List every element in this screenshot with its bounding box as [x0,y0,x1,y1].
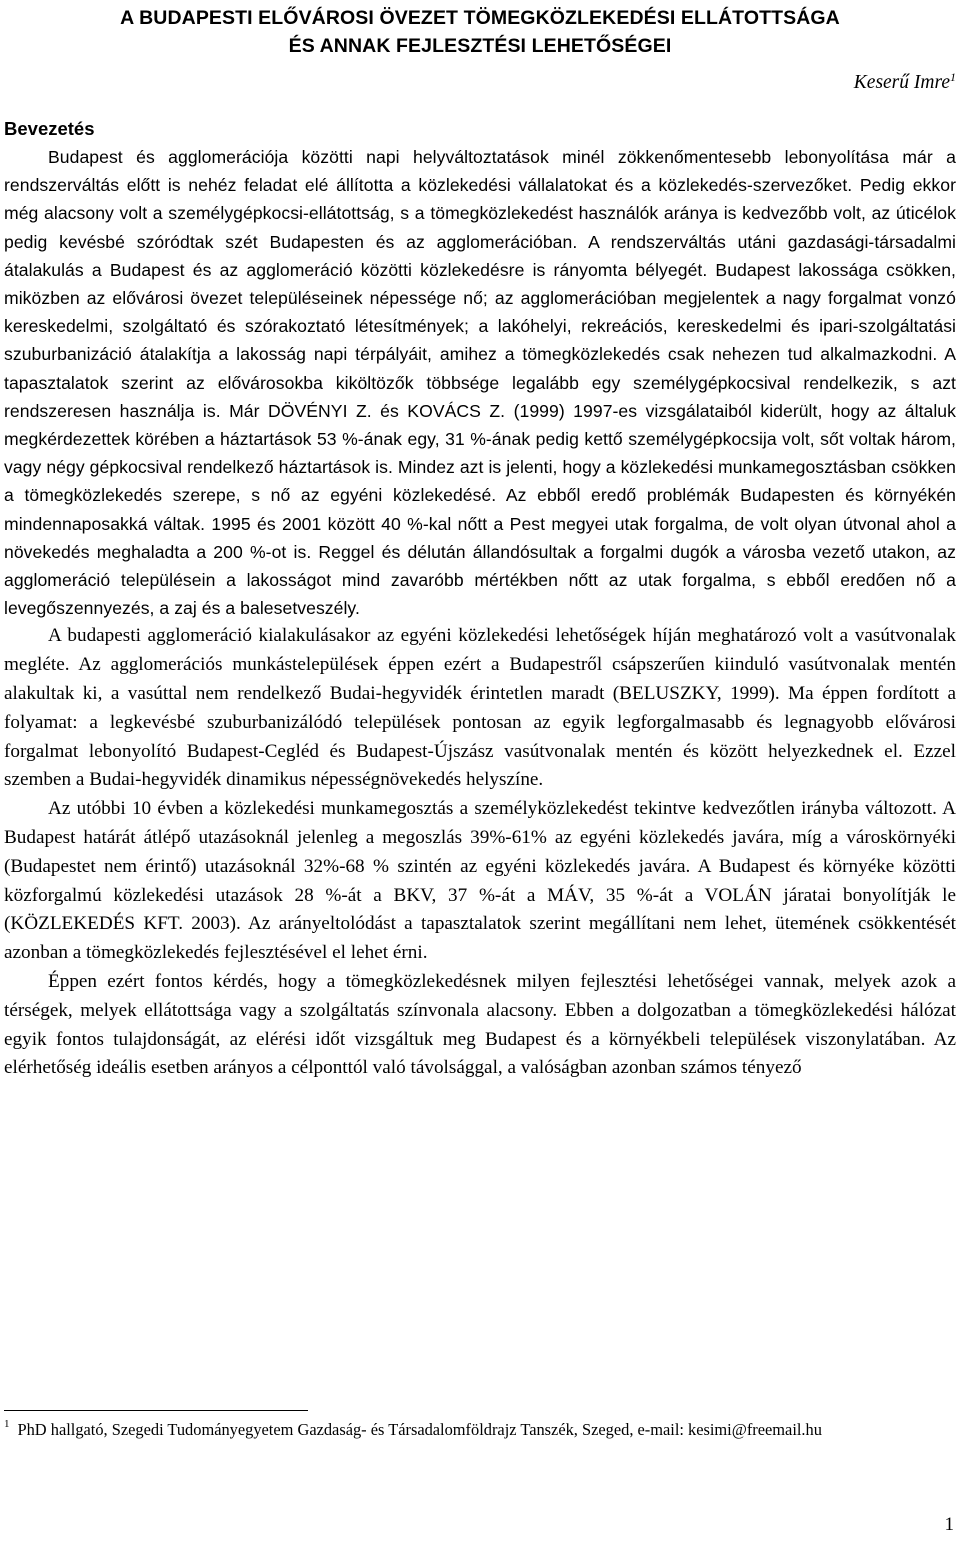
body-paragraph-1: Budapest és agglomerációja közötti napi helyváltoztatások minél zökkenőmentesebb lebonyolítása már a rendszerváltás előtt is nehéz feladat elé állította a közlekedési vállalatokat és a közlekedés-szervezőket. Pedig ekkor még alacsony volt a személygépkocsi-ellátottság, s a tömegközlekedést használók aránya is kedvezőbb volt, az úticélok pedig kevésbé szóródtak szét Budapesten és az agglomerációban. A rendszerváltás utáni gazdasági-társadalmi átalakulás a Budapest és az agglomeráció közötti közlekedésre is rányomta bélyegét. Budapest lakossága csökken, miközben az elővárosi övezet településeinek népessége nő; az agglomerációban megjelentek a nagy forgalmat vonzó kereskedelmi, szolgáltató és szórakoztató létesítmények; a lakóhelyi, rekreációs, kereskedelmi és ipari-szolgáltatási szuburbanizáció átalakítja a lakosság napi térpályáit, amihez a tömegközlekedés csak nehezen tud alkalmazkodni. A tapasztalatok szerint az elővárosokba kiköltözők többsége legalább egy személygépkocsival rendelkezik, s azt rendszeresen használja is. Már DÖVÉNYI Z. és KOVÁCS Z. (1999) 1997-es vizsgálataiból kiderült, hogy az általuk megkérdezettek körében a háztartások 53 %-ának egy, 31 %-ának pedig kettő személygépkocsija volt, sőt voltak három, vagy négy gépkocsival rendelkező háztartások is. Mindez azt is jelenti, hogy a közlekedési munkamegosztásban csökken a tömegközlekedés szerepe, s nő az egyéni közlekedésé. Az ebből eredő problémák Budapesten és környékén mindennaposakká váltak. 1995 és 2001 között 40 %-kal nőtt a Pest megyei utak forgalma, de volt olyan útvonal ahol a növekedés meghaladta a 200 %-ot is. Reggel és délután állandósultak a forgalmi dugók a városba vezető utakon, az agglomeráció településein a lakosságot mind zavaróbb mértékben nőtt az utak forgalma, s ebből eredően nő a levegőszennyezés, a zaj és a balesetveszély. [4,147,956,619]
paper-title-line-2: ÉS ANNAK FEJLESZTÉSI LEHETŐSÉGEI [288,35,672,57]
author-line [4,69,956,97]
footnote [4,1418,956,1442]
section-heading: Bevezetés [4,118,95,139]
paper-title-line-1: A BUDAPESTI ELŐVÁROSI ÖVEZET TÖMEGKÖZLEKEDÉSI ELLÁTOTTSÁGA [120,7,840,29]
footnote-separator [4,1410,308,1411]
document-page [4,0,956,1541]
author-name: Keserű Imre [853,72,950,93]
author-footnote-mark: 1 [950,70,956,84]
body-paragraph-3: Az utóbbi 10 évben a közlekedési munkamegosztás a személyközlekedést tekintve kedvezőtlen irányba változott. A Budapest határát átlépő utazásoknál jelenleg a megoszlás 39%-61% az egyéni közlekedés javára, míg a városkörnyéki (Budapestet nem érintő) utazásoknál 32%-68 % szintén az egyéni közlekedés javára. A Budapest és környéke közötti közforgalmú közlekedési utazások 28 %-át a BKV, 37 %-át a MÁV, 35 %-át a VOLÁN járatai bonyolítják le (KÖZLEKEDÉS KFT. 2003). Az arányeltolódást a tapasztalatok szerint megállítani nem lehet, ütemének csökkentését azonban a tömegközlekedés fejlesztésével el lehet érni. [4,798,956,964]
footnote-text: PhD hallgató, Szegedi Tudományegyetem Gazdaság- és Társadalomföldrajz Tanszék, Szeged, e-mail: kesimi@freemail.hu [17,1420,822,1439]
page-number: 1 [944,1514,954,1535]
body-paragraph-2: A budapesti agglomeráció kialakulásakor az egyéni közlekedési lehetőségek híján meghatározó volt a vasútvonalak megléte. Az agglomerációs munkástelepülések éppen ezért a Budapestről csápszerűen kiinduló vasútvonalak mentén alakultak ki, a vasúttal nem rendelkező Budai-hegyvidék érintetlen maradt (BELUSZKY, 1999). Ma éppen fordított a folyamat: a legkevésbé szuburbanizálódó települések pontosan az egyik legforgalmasabb és legnagyobb elővárosi forgalmat lebonyolító Budapest-Cegléd és Budapest-Újszász vasútvonalak mentén és között helyezkednek el. Ezzel szemben a Budai-hegyvidék dinamikus népességnövekedés helyszíne. [4,625,956,791]
footnote-mark: 1 [4,1418,10,1430]
paper-title [4,0,956,60]
body-paragraph-4: Éppen ezért fontos kérdés, hogy a tömegközlekedésnek milyen fejlesztési lehetőségei vannak, melyek azok a térségek, melyek ellátottsága vagy a szolgáltatás színvonala alacsony. Ebben a dolgozatban a tömegközlekedési hálózat egyik fontos tulajdonságát, az elérési időt vizsgáltuk meg Budapest és a környékbeli települések viszonylatában. Az elérhetőség ideális esetben arányos a célponttól való távolsággal, a valóságban azonban számos tényező [4,971,956,1079]
